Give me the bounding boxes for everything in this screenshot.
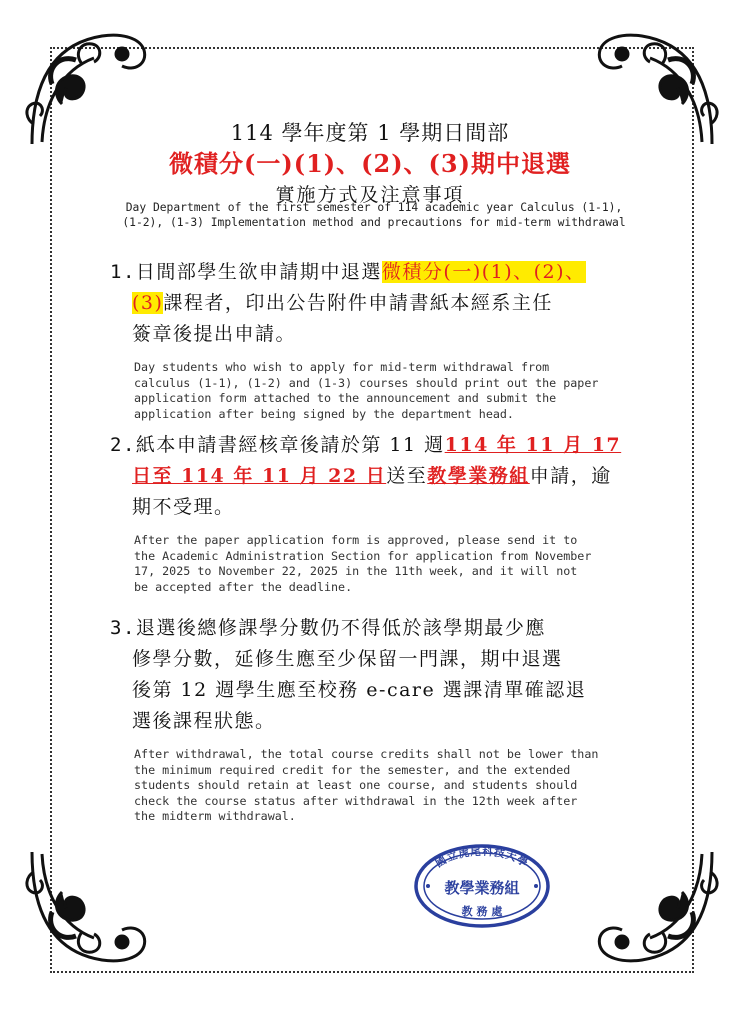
item-2-date-start: 114 年 11 月 17 (444, 434, 622, 456)
notice-item-3 (110, 613, 630, 825)
item-3-english-line: the minimum required credit for the semester, and the extended (134, 762, 571, 777)
document-header (90, 118, 650, 210)
item-3-english-line: check the course status after withdrawal in the 12th week after (134, 793, 578, 808)
item-2-office: 教學業務組 (427, 465, 530, 487)
office-seal-stamp (412, 843, 552, 929)
item-1-chinese (110, 257, 630, 350)
item-1-text-c: 簽章後提出申請。 (132, 323, 297, 345)
item-1-highlight-2: (3) (132, 292, 164, 314)
item-1-highlight-1: 微積分(一)(1)、(2)、 (381, 261, 586, 283)
item-1-english-line: Day students who wish to apply for mid-term withdrawal from (134, 360, 550, 374)
item-2-text-a: 紙本申請書經核章後請於第 11 週 (135, 434, 445, 456)
item-1-text-a: 日間部學生欲申請期中退選 (135, 261, 382, 283)
item-2-text-b: 送至 (386, 465, 428, 487)
notice-item-1 (110, 257, 630, 422)
header-english-line-1: Day Department of the first semester of 114 academic year Calculus (1-1), (125, 201, 623, 214)
header-english (94, 200, 654, 230)
item-3-number: 3. (110, 617, 136, 639)
header-line-1: 114 學年度第 1 學期日間部 (230, 121, 510, 145)
item-1-english-line: calculus (1-1), (1-2) and (1-3) courses should print out the paper (134, 375, 599, 390)
item-2-english-line: the Academic Administration Section for application from November (134, 548, 592, 563)
item-2-text-c: 申請，逾 (529, 465, 612, 487)
header-english-line-2: (1-2), (1-3) Implementation method and precautions for mid-term withdrawal (122, 216, 626, 229)
seal-top-text: 國立虎尾科技大學 (433, 845, 531, 870)
item-2-text-d: 期不受理。 (132, 496, 235, 518)
item-1-number: 1. (110, 261, 136, 283)
corner-ornament-bottom-right (592, 842, 722, 972)
notice-item-2 (110, 430, 630, 595)
seal-middle-text: 教學業務組 (444, 879, 520, 897)
item-3-english-line: After withdrawal, the total course credits shall not be lower than (134, 747, 599, 761)
header-line-3: 實施方式及注意事項 (275, 184, 465, 206)
corner-ornament-bottom-left (22, 842, 152, 972)
item-3-chinese (110, 613, 630, 737)
seal-bottom-text: 教 務 處 (461, 905, 503, 918)
item-2-date-range: 日至 114 年 11 月 22 日 (132, 465, 387, 487)
item-1-english-line: application form attached to the announcement and submit the (134, 391, 557, 405)
item-3-text-a: 退選後總修課學分數仍不得低於該學期最少應 (135, 617, 546, 639)
item-2-english (134, 533, 630, 595)
item-2-chinese (110, 430, 630, 523)
item-3-english-line: the midterm withdrawal. (134, 809, 296, 823)
item-1-english-line: application after being signed by the department head. (134, 406, 514, 421)
item-2-number: 2. (110, 434, 136, 456)
item-2-english-line: be accepted after the deadline. (134, 579, 353, 594)
item-1-text-b: 課程者，印出公告附件申請書紙本經系主任 (163, 292, 553, 314)
item-1-english (134, 360, 630, 422)
item-2-english-line: 17, 2025 to November 22, 2025 in the 11th week, and it will not (134, 564, 578, 578)
header-line-2: 微積分(一)(1)、(2)、(3)期中退選 (169, 149, 571, 178)
item-3-text-c: 後第 12 週學生應至校務 e-care 選課清單確認退 (132, 679, 587, 701)
item-2-english-line: After the paper application form is approved, please send it to (134, 533, 578, 547)
item-3-english-line: students should retain at least one course, and students should (134, 778, 578, 792)
item-3-text-b: 修學分數，延修生應至少保留一門課，期中退選 (132, 648, 563, 670)
item-3-text-d: 選後課程狀態。 (132, 710, 276, 732)
svg-text:國立虎尾科技大學 (433, 845, 531, 870)
item-3-english (134, 747, 630, 825)
